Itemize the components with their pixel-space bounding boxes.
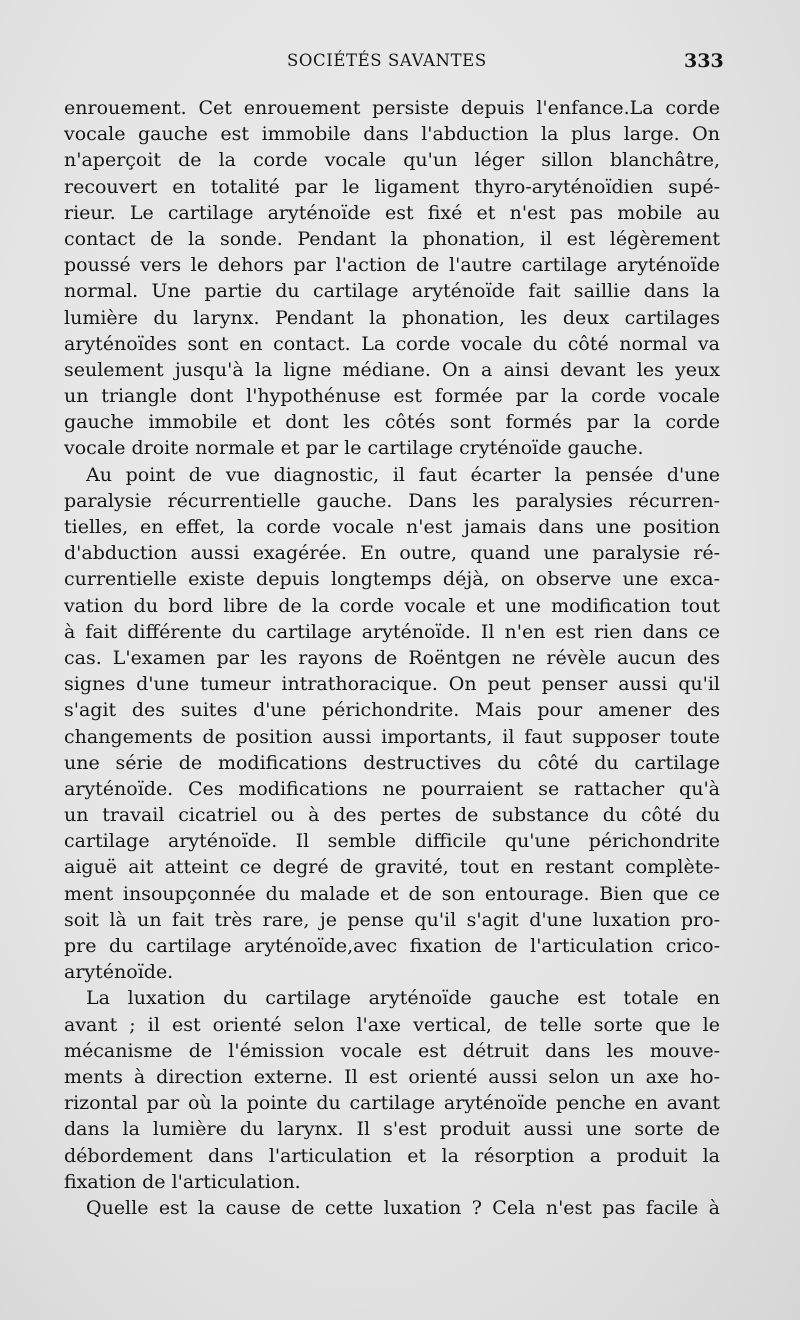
text-line: dans la lumière du larynx. Il s'est produit aussi une sorte de: [64, 1118, 720, 1141]
text-line: lumière du larynx. Pendant la phonation, les deux cartilages: [64, 306, 720, 329]
text-line: rieur. Le cartilage aryténoïde est fixé et n'est pas mobile au: [64, 201, 720, 224]
text-line: contact de la sonde. Pendant la phonation, il est légèrement: [64, 227, 720, 250]
text-line: rizontal par où la pointe du cartilage aryténoïde penche en avant: [64, 1092, 720, 1115]
text-line: gauche immobile et dont les côtés sont formés par la corde: [64, 411, 720, 434]
text-line: vocale droite normale et par le cartilage cryténoïde gauche.: [64, 437, 644, 460]
running-head: SOCIÉTÉS SAVANTES: [287, 51, 487, 70]
text-line: d'abduction aussi exagérée. En outre, quand une paralysie ré-: [64, 542, 720, 565]
text-line: paralysie récurrentielle gauche. Dans les paralysies récurren-: [64, 489, 720, 512]
text-line: La luxation du cartilage aryténoïde gauche est totale en: [86, 987, 720, 1010]
text-line: cartilage aryténoïde. Il semble difficile qu'une périchondrite: [64, 830, 720, 853]
text-line: aryténoïde. Ces modifications ne pourraient se rattacher qu'à: [64, 777, 720, 800]
text-line: cas. L'examen par les rayons de Roëntgen ne révèle aucun des: [64, 646, 720, 669]
text-line: Quelle est la cause de cette luxation ? Cela n'est pas facile à: [86, 1196, 720, 1219]
text-line: Au point de vue diagnostic, il faut écarter la pensée d'une: [86, 463, 720, 486]
text-line: un triangle dont l'hypothénuse est formée par la corde vocale: [64, 385, 720, 408]
text-line: s'agit des suites d'une périchondrite. Mais pour amener des: [64, 699, 720, 722]
text-line: aryténoïdes sont en contact. La corde vocale du côté normal va: [64, 332, 720, 355]
text-line: avant ; il est orienté selon l'axe vertical, de telle sorte que le: [64, 1013, 720, 1036]
text-line: aryténoïde.: [64, 961, 174, 984]
text-line: vation du bord libre de la corde vocale et une modification tout: [64, 594, 720, 617]
text-line: changements de position aussi importants, il faut supposer toute: [64, 725, 720, 748]
text-line: n'aperçoit de la corde vocale qu'un léger sillon blanchâtre,: [64, 149, 720, 172]
text-line: enrouement. Cet enrouement persiste depuis l'enfance.La corde: [64, 97, 720, 119]
page-number: 333: [684, 50, 724, 72]
text-line: un travail cicatriel ou à des pertes de substance du côté du: [64, 804, 720, 827]
text-line: poussé vers le dehors par l'action de l'autre cartilage aryténoïde: [64, 254, 720, 277]
text-line: aiguë ait atteint ce degré de gravité, tout en restant complète-: [64, 856, 720, 879]
text-line: soit là un fait très rare, je pense qu'il s'agit d'une luxation pro-: [64, 908, 720, 931]
text-line: fixation de l'articulation.: [64, 1170, 301, 1193]
text-line: mécanisme de l'émission vocale est détruit dans les mouve-: [64, 1039, 720, 1062]
body-text: [64, 95, 720, 1221]
text-line: à fait différente du cartilage aryténoïde. Il n'en est rien dans ce: [64, 620, 720, 643]
text-line: débordement dans l'articulation et la résorption a produit la: [64, 1144, 720, 1167]
text-line: normal. Une partie du cartilage aryténoïde fait saillie dans la: [64, 280, 720, 303]
text-line: vocale gauche est immobile dans l'abduction la plus large. On: [64, 123, 720, 146]
text-line: signes d'une tumeur intrathoracique. On peut penser aussi qu'il: [64, 673, 720, 696]
text-line: pre du cartilage aryténoïde,avec fixation de l'articulation crico-: [64, 935, 720, 957]
text-line: recouvert en totalité par le ligament thyro-aryténoïdien supé-: [64, 175, 720, 198]
text-line: une série de modifications destructives du côté du cartilage: [64, 751, 720, 774]
text-line: ment insoupçonnée du malade et de son entourage. Bien que ce: [64, 882, 720, 905]
text-line: seulement jusqu'à la ligne médiane. On a ainsi devant les yeux: [64, 358, 720, 381]
text-line: currentielle existe depuis longtemps déjà, on observe une exca-: [64, 568, 720, 591]
text-line: tielles, en effet, la corde vocale n'est jamais dans une position: [64, 516, 720, 538]
page-header: [0, 47, 800, 81]
text-line: ments à direction externe. Il est orienté aussi selon un axe ho-: [64, 1065, 720, 1088]
